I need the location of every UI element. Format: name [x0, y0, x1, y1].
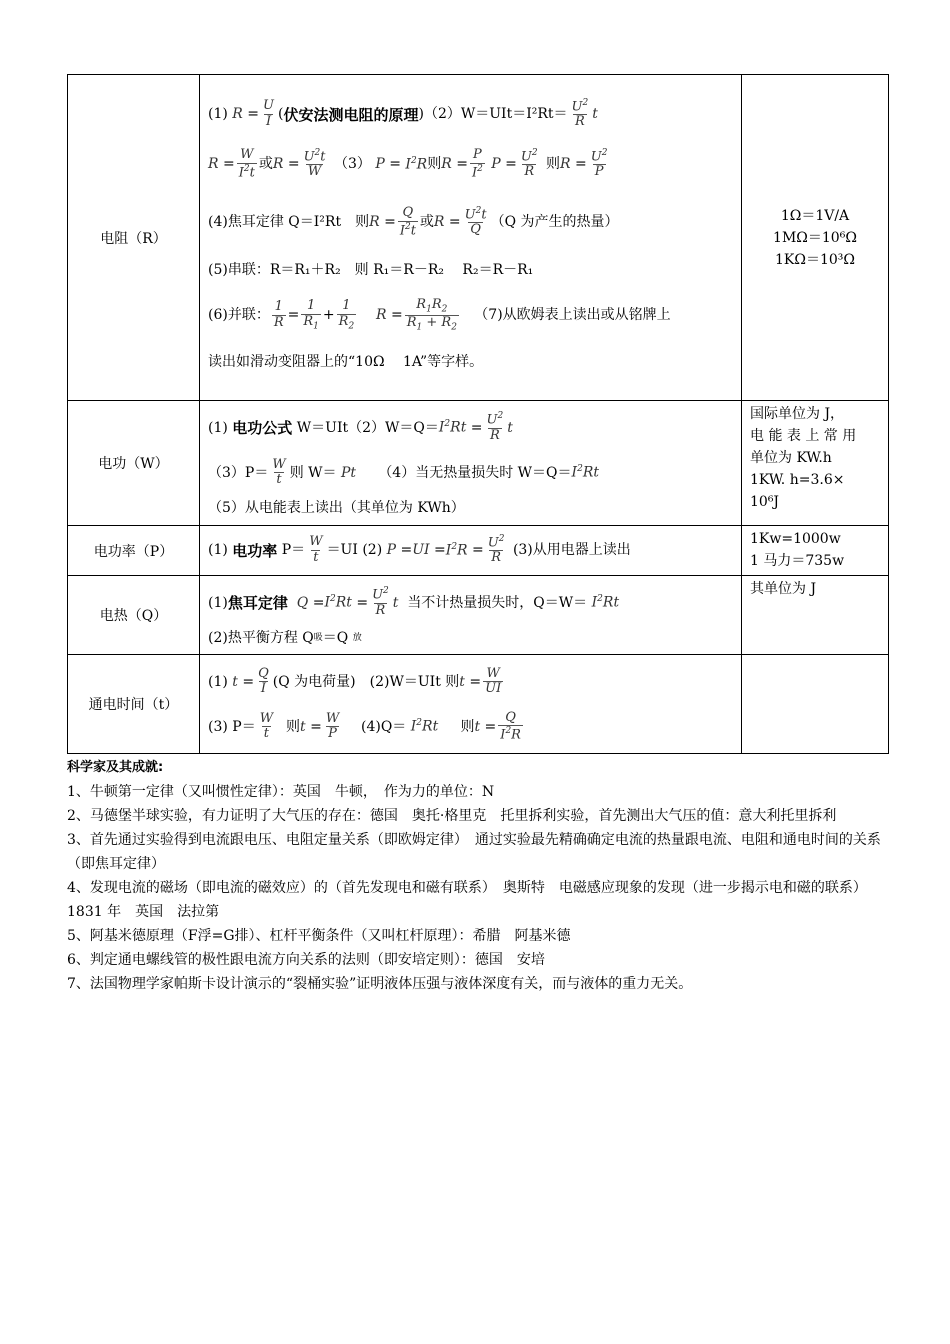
formula-text: 则 W＝	[289, 464, 337, 481]
formula-title: 电功公式	[232, 419, 293, 437]
formula-text: ＝Q	[322, 629, 349, 646]
word-then: 则	[546, 156, 561, 173]
row-name: 电热（Q）	[68, 576, 200, 655]
word-or: 或	[419, 214, 434, 231]
formula-text: (3)从用电器上读出	[512, 542, 631, 559]
formula-line: （3）P＝ $\frac{W}{t}$ 则 W＝ Pt （4）当无热量损失时 W＝Q＝ $I^2Rt$	[208, 456, 599, 488]
formula-text: (4)Q＝	[361, 718, 407, 735]
formula-line: R = $\frac{W}{I^2t}$ 或 R = $\frac{U^2t}{W}$ （3） P = $I^2R$ 则 R = $\frac{P}{I^2}$ P = $\frac{U^2}{R}$ 则 R = $\frac{U^2}{P}$	[208, 147, 608, 180]
formula-line	[208, 495, 733, 521]
formula-line: (6)并联： $\frac{1}{R}$ = $\frac{1}{R_1}$ + $\frac{1}{R_2}$ R = $\frac{R_1R_2}{R_1 + R_2}$ （7)从欧姆表上读出或从铭牌上	[208, 296, 671, 333]
word-then: 则	[285, 718, 300, 735]
formula-text: (4)焦耳定律 Q＝I²Rt 则	[208, 214, 370, 231]
row-resistance	[68, 75, 889, 401]
formula-text: 读出如滑动变阻器上的“10Ω 1A”等字样。	[208, 354, 484, 371]
unit-text: 1KΩ＝10³Ω	[774, 251, 855, 268]
formula-text: (Q 为电荷量) (2)W＝UIt 则	[272, 673, 460, 690]
row-name: 电功（W）	[68, 401, 200, 526]
row-power	[68, 526, 889, 576]
time-formulas	[200, 655, 742, 754]
row-name: 电阻（R）	[68, 75, 200, 401]
formula-text: （7)从欧姆表上读出或从铭牌上	[474, 307, 671, 324]
formula-text: 当不计热量损失时，Q＝W＝	[407, 594, 588, 611]
list-item: 7、法国物理学家帕斯卡设计演示的“裂桶实验”证明液体压强与液体深度有关，而与液体的重力无关。	[67, 976, 693, 992]
list-item: 3、首先通过实验得到电流跟电压、电阻定量关系（即欧姆定律） 通过实验最先精确确定电流的热量跟电流、电阻和通电时间的关系（即焦耳定律）	[67, 832, 881, 872]
formula-title: 伏安法测电阻的原理	[283, 105, 419, 124]
formula-line	[208, 343, 733, 383]
formula-index: (1)	[208, 594, 228, 611]
list-item: 4、发现电流的磁场（即电流的磁效应）的（首先发现电和磁有联系） 奥斯特 电磁感应现象的发现（进一步揭示电和磁的联系）1831 年 英国 法拉第	[67, 880, 867, 920]
scientists-section	[67, 756, 887, 996]
formula-line: (1) 电功公式 W＝UIt（2）W＝Q＝ $I^2Rt$ = $\frac{U^2}{R}$ t	[208, 411, 513, 443]
list-item: 6、判定通电螺线管的极性跟电流方向关系的法则（即安培定则）：德国 安培	[67, 952, 545, 968]
unit-text: 1 马力＝735w	[750, 553, 845, 569]
word-then: 则	[427, 156, 442, 173]
formula-line: (1) 焦耳定律 Q = $I^2Rt$ = $\frac{U^2}{R}$ t 当不计热量损失时，Q＝W＝ $I^2Rt$	[208, 586, 620, 618]
unit-text: 电 能 表 上 常 用	[750, 428, 857, 444]
formula-text: （5）从电能表上读出（其单位为 KWh）	[208, 499, 465, 516]
subscript: 吸	[313, 632, 323, 643]
word-or: 或	[258, 156, 273, 173]
formula-line	[208, 626, 733, 650]
formula-note: （Q 为产生的热量）	[490, 214, 619, 231]
word-then: 则	[460, 718, 475, 735]
formula-text: （3）P＝	[208, 464, 269, 481]
formula-line: (1) R = $\frac{U}{I}$ ( 伏安法测电阻的原理 ) （2）W＝UIt＝I²Rt＝ $\frac{U^2}{R}$ t	[208, 97, 598, 130]
row-name: 电功率（P）	[68, 526, 200, 576]
formula-text: W＝UIt（2）W＝Q＝	[296, 419, 439, 436]
formula-text: （2）W＝UIt＝I²Rt＝	[423, 106, 568, 123]
formula-text: (5)串联：R＝R₁＋R₂ 则 R₁＝R－R₂ R₂＝R－R₁	[208, 262, 534, 279]
unit-text: 1Ω＝1V/A	[780, 207, 850, 224]
formula-line	[208, 253, 733, 289]
formula-line: (1) 电功率 P＝ $\frac{W}{t}$ ＝UI (2) P = UI = $I^2R$ = $\frac{U^2}{R}$ (3)从用电器上读出	[208, 533, 631, 566]
unit-text: 1KW. h=3.6×	[750, 472, 845, 488]
unit-text: 单位为 KW.h	[750, 450, 832, 466]
formula-line: (1) t = $\frac{Q}{I}$ (Q 为电荷量) (2)W＝UIt 则 t = $\frac{W}{UI}$	[208, 665, 502, 697]
unit-cell	[742, 401, 889, 526]
formula-text: ＝UI (2)	[326, 542, 383, 559]
formula-title: 电功率	[232, 541, 278, 560]
unit-cell	[742, 75, 889, 401]
list-item: 5、阿基米德原理（F浮=G排）、杠杆平衡条件（又叫杠杆原理）：希腊 阿基米德	[67, 928, 571, 944]
resistance-formulas	[200, 75, 742, 401]
row-heat	[68, 576, 889, 655]
formula-text: （4）当无热量损失时 W＝Q＝	[378, 464, 572, 481]
formula-index: (1)	[208, 542, 228, 559]
row-work	[68, 401, 889, 526]
unit-text: 1MΩ＝10⁶Ω	[773, 229, 857, 246]
row-name: 通电时间（t）	[68, 655, 200, 754]
formula-text: P＝	[281, 542, 306, 559]
unit-text: 其单位为 J	[750, 581, 817, 597]
formula-line: (3) P＝ $\frac{W}{t}$ 则 t = $\frac{W}{P}$ (4)Q＝ $I^2Rt$ 则 t = $\frac{Q}{I^2R}$	[208, 709, 521, 743]
formula-text: (2)热平衡方程 Q	[208, 629, 314, 646]
section-heading: 科学家及其成就:	[67, 760, 164, 775]
formula-index: (1)	[208, 419, 228, 436]
unit-cell	[742, 655, 889, 754]
formula-text: (6)并联：	[208, 307, 270, 324]
unit-cell	[742, 526, 889, 576]
formula-title: 焦耳定律	[227, 594, 288, 612]
heat-formulas	[200, 576, 742, 655]
unit-text: 10⁶J	[750, 494, 780, 510]
unit-cell	[742, 576, 889, 655]
list-item: 2、马德堡半球实验，有力证明了大气压的存在：德国 奥托·格里克 托里拆利实验，首先测出大气压的值：意大利托里拆利	[67, 808, 837, 824]
row-time	[68, 655, 889, 754]
work-formulas	[200, 401, 742, 526]
power-formulas	[200, 526, 742, 576]
formula-table	[67, 74, 889, 754]
formula-line: (4)焦耳定律 Q＝I²Rt 则 R = $\frac{Q}{I^2t}$ 或 R = $\frac{U^2t}{Q}$ （Q 为产生的热量）	[208, 205, 619, 238]
list-item: 1、牛顿第一定律（又叫惯性定律）：英国 牛顿， 作为力的单位：N	[67, 784, 495, 800]
unit-text: 1Kw=1000w	[750, 531, 841, 547]
formula-index: (1)	[208, 673, 228, 690]
formula-text: (3) P＝	[208, 718, 256, 735]
unit-text: 国际单位为 J，	[750, 406, 845, 422]
subscript: 放	[352, 632, 362, 643]
formula-index: （3）	[333, 156, 371, 173]
formula-index: (1)	[208, 106, 228, 123]
